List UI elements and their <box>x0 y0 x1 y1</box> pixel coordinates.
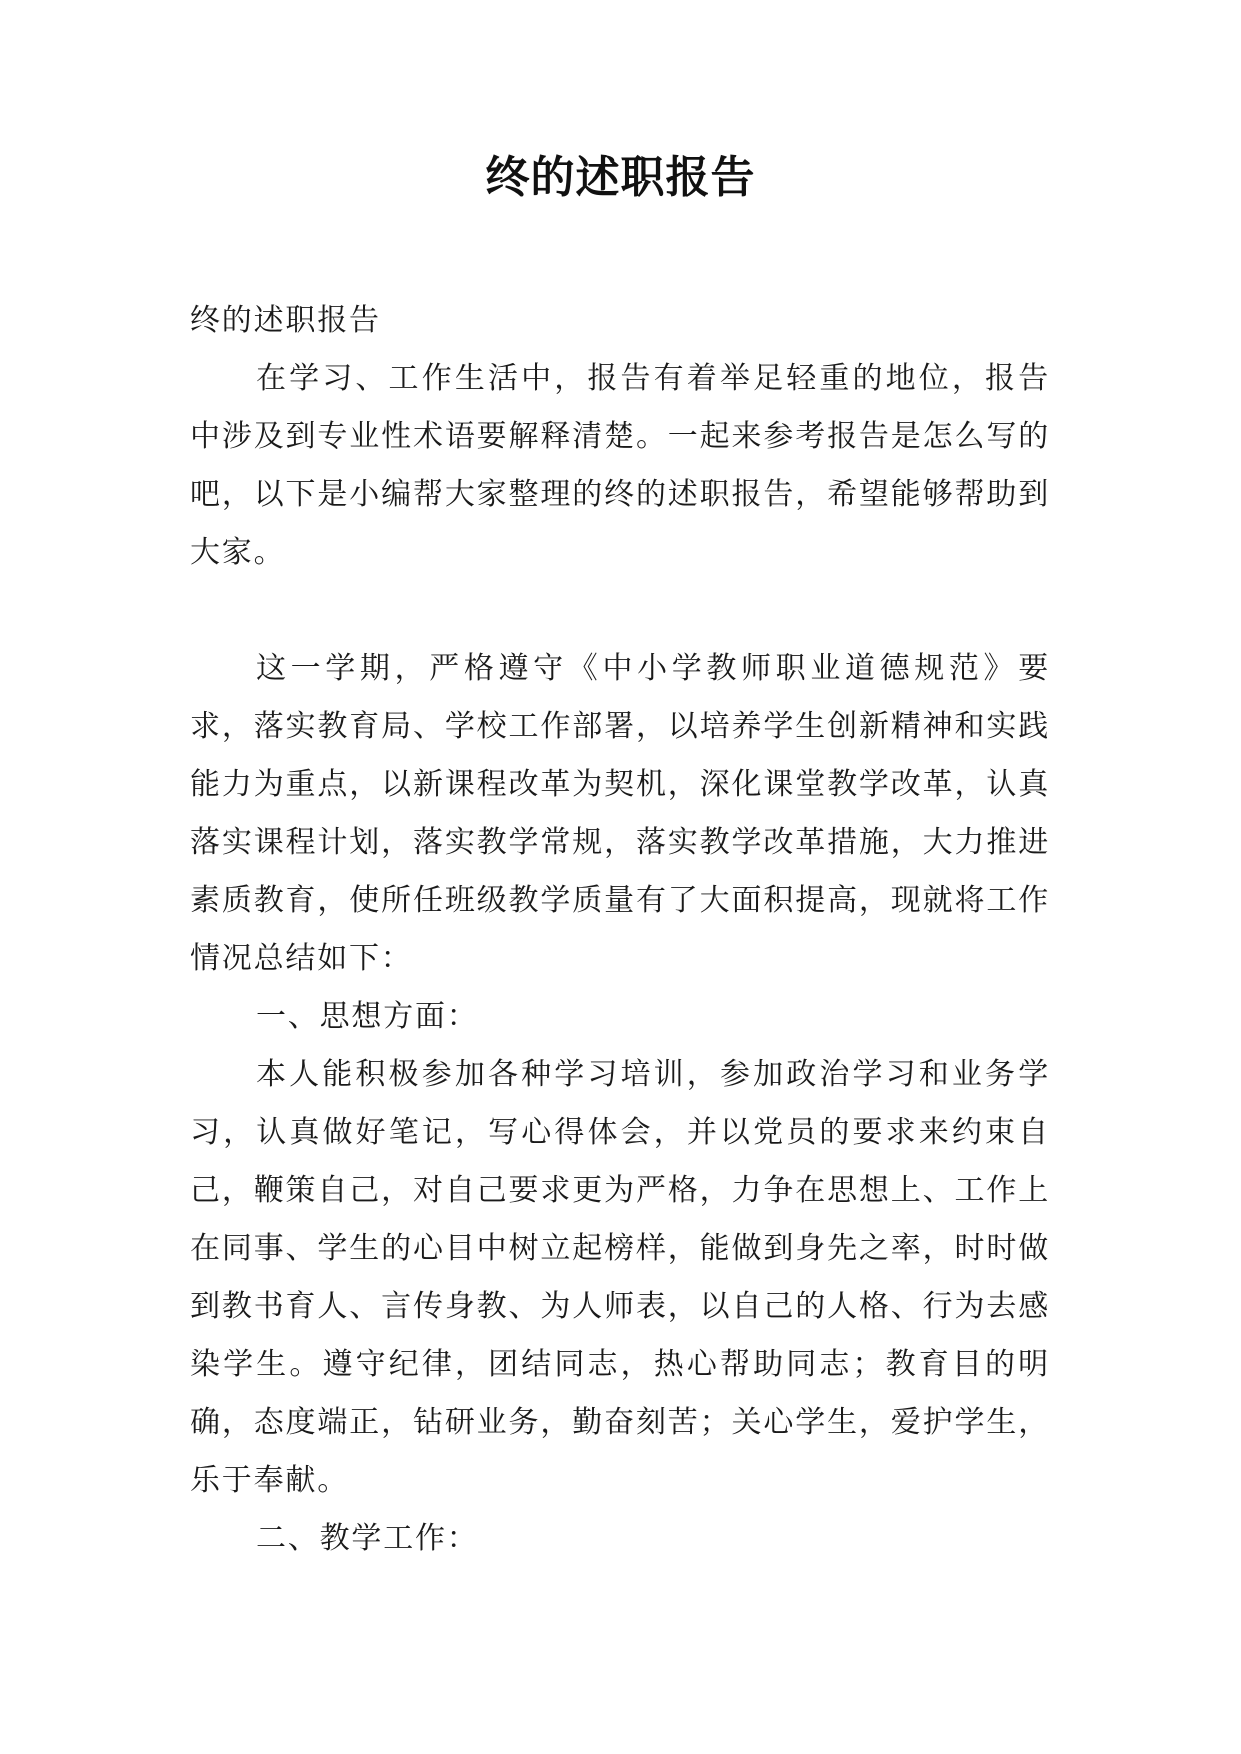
section-heading-1: 一、思想方面： <box>256 999 479 1034</box>
document-subtitle: 终的述职报告 <box>190 303 381 338</box>
document-body <box>190 292 1050 1568</box>
body-paragraph-1: 这一学期，严格遵守《中小学教师职业道德规范》要求，落实教育局、学校工作部署，以培养学生创新精神和实践能力为重点，以新课程改革为契机，深化课堂教学改革，认真落实课程计划，落实教学常规，落实教学改革措施，大力推进素质教育，使所任班级教学质量有了大面积提高，现就将工作情况总结如下： <box>190 651 1050 976</box>
intro-paragraph: 在学习、工作生活中，报告有着举足轻重的地位，报告中涉及到专业性术语要解释清楚。一起来参考报告是怎么写的吧，以下是小编帮大家整理的终的述职报告，希望能够帮助到大家。 <box>190 361 1050 570</box>
section-heading-2: 二、教学工作： <box>256 1521 479 1556</box>
document-title: 终的述职报告 <box>485 152 756 203</box>
body-paragraph-2: 本人能积极参加各种学习培训，参加政治学习和业务学习，认真做好笔记，写心得体会，并以党员的要求来约束自己，鞭策自己，对自己要求更为严格，力争在思想上、工作上在同事、学生的心目中树立起榜样，能做到身先之率，时时做到教书育人、言传身教、为人师表，以自己的人格、行为去感染学生。遵守纪律，团结同志，热心帮助同志；教育目的明确，态度端正，钻研业务，勤奋刻苦；关心学生，爱护学生，乐于奉献。 <box>190 1057 1050 1498</box>
